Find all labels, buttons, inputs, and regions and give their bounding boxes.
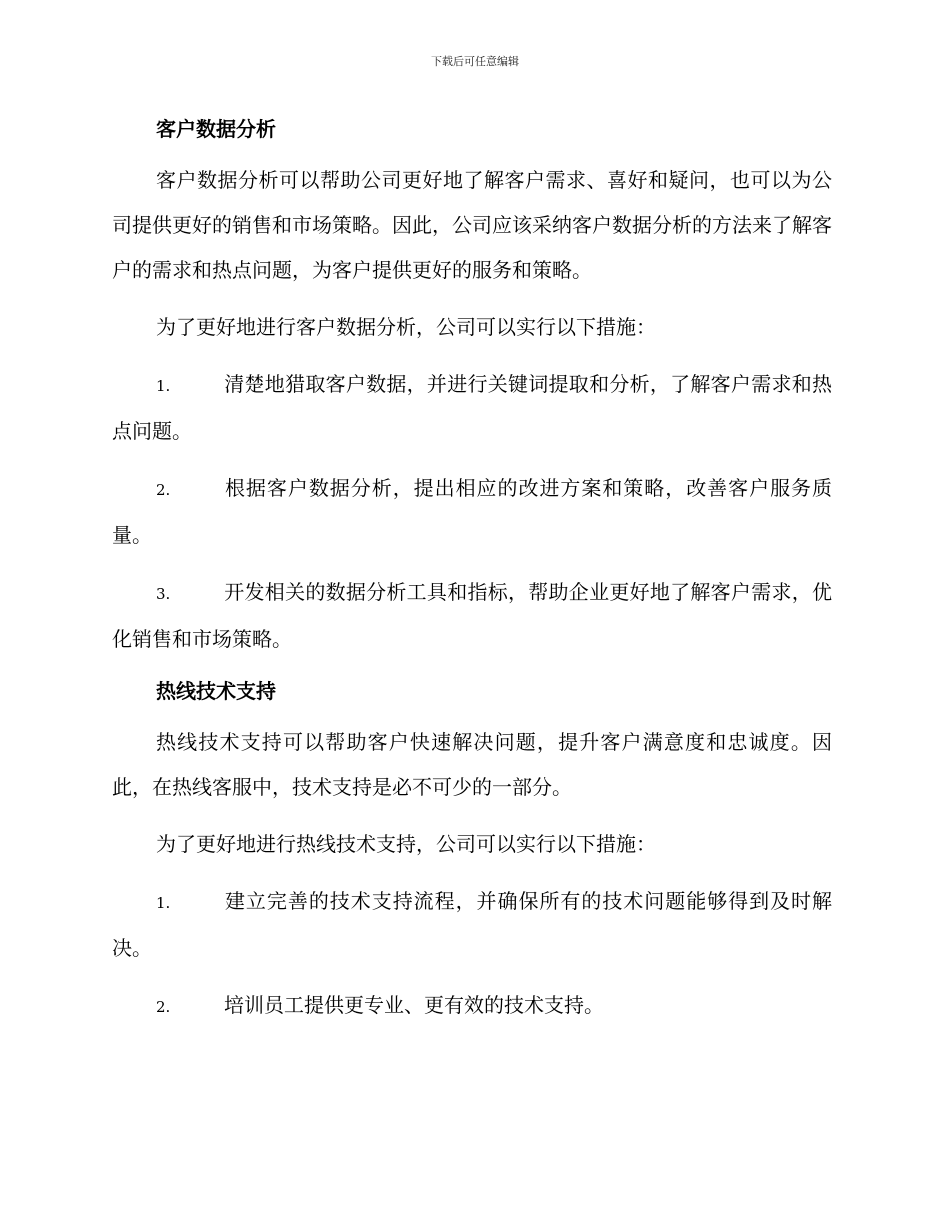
- list-item-text: 开发相关的数据分析工具和指标，帮助企业更好地了解客户需求，优化销售和市场策略。: [112, 580, 832, 651]
- page-header: 下载后可任意编辑: [431, 55, 519, 68]
- list-item-text: 清楚地猎取客户数据，并进行关键词提取和分析，了解客户需求和热点问题。: [112, 372, 832, 443]
- document-body: [112, 112, 832, 1042]
- section-lead-paragraph: 为了更好地进行热线技术支持，公司可以实行以下措施：: [156, 832, 656, 856]
- list-item: [112, 879, 832, 971]
- list-number: 3.: [156, 585, 171, 603]
- section-heading: 客户数据分析: [156, 117, 276, 141]
- list-item-text: 培训员工提供更专业、更有效的技术支持。: [224, 993, 604, 1017]
- list-number: 1.: [156, 377, 171, 395]
- section-intro-paragraph: 客户数据分析可以帮助公司更好地了解客户需求、喜好和疑问，也可以为公司提供更好的销售和市场策略。因此，公司应该采纳客户数据分析的方法来了解客户的需求和热点问题，为客户提供更好的服务和策略。: [112, 168, 832, 282]
- list-number: 2.: [156, 998, 171, 1016]
- list-item-text: 根据客户数据分析，提出相应的改进方案和策略，改善客户服务质量。: [112, 476, 832, 547]
- list-item: [112, 466, 832, 558]
- list-number: 1.: [156, 894, 171, 912]
- list-item: [112, 570, 832, 662]
- section-heading: 热线技术支持: [156, 679, 276, 703]
- section-lead-paragraph: 为了更好地进行客户数据分析，公司可以实行以下措施：: [156, 315, 656, 339]
- list-item: [112, 983, 832, 1030]
- section-intro-paragraph: 热线技术支持可以帮助客户快速解决问题，提升客户满意度和忠诚度。因此，在热线客服中，技术支持是必不可少的一部分。: [112, 730, 832, 799]
- list-number: 2.: [156, 481, 171, 499]
- list-item-text: 建立完善的技术支持流程，并确保所有的技术问题能够得到及时解决。: [112, 889, 832, 960]
- list-item: [112, 362, 832, 454]
